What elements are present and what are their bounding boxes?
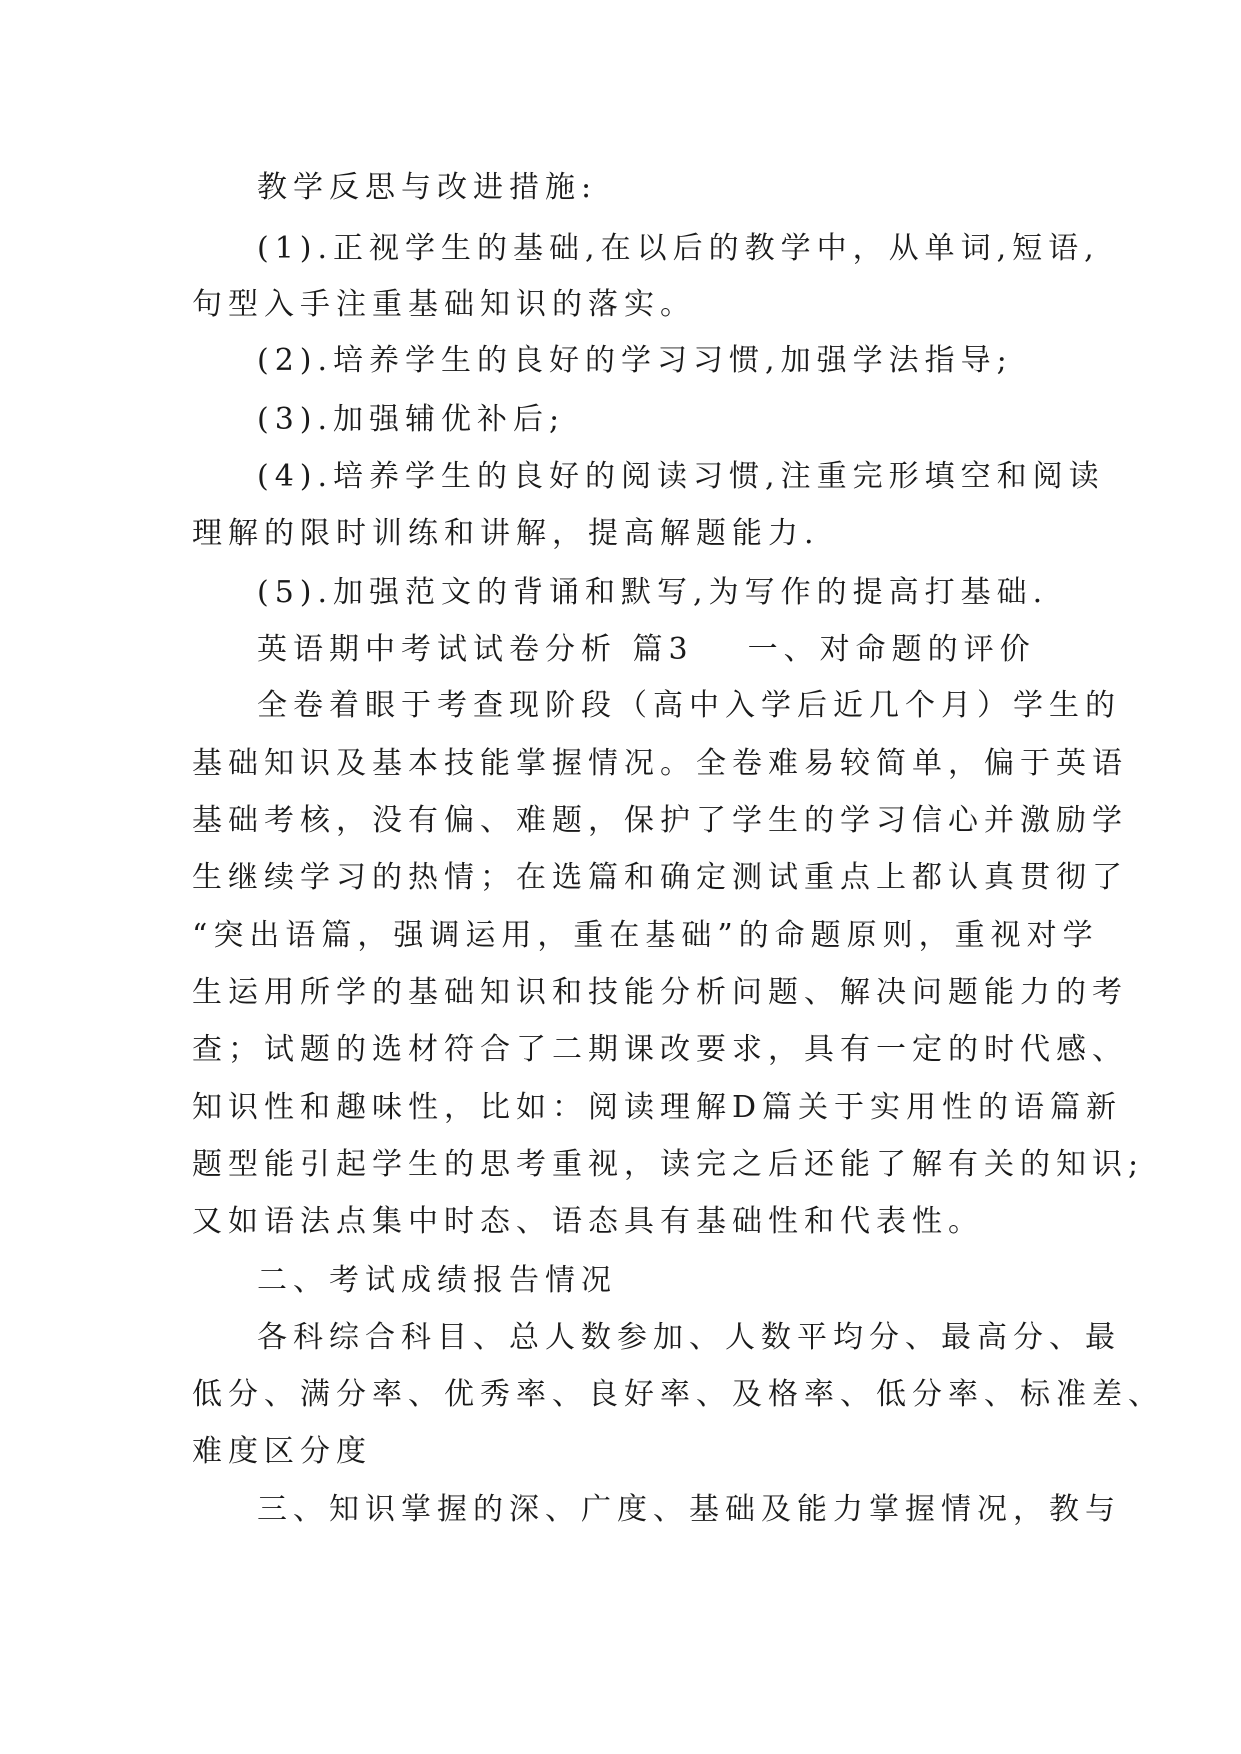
paragraph-line: “突出语篇，强调运用，重在基础”的命题原则，重视对学 [192, 918, 1099, 953]
paragraph-line: 查；试题的选材符合了二期课改要求，具有一定的时代感、 [192, 1032, 1128, 1067]
paragraph-line: 题型能引起学生的思考重视，读完之后还能了解有关的知识; [192, 1147, 1145, 1182]
paragraph-line: 基础考核，没有偏、难题，保护了学生的学习信心并激励学 [192, 803, 1128, 838]
paragraph-line: 各科综合科目、总人数参加、人数平均分、最高分、最 [257, 1320, 1121, 1355]
paragraph-line: (3).加强辅优补后; [257, 402, 566, 437]
section-title-line [257, 630, 1036, 670]
paragraph-line: 又如语法点集中时态、语态具有基础性和代表性。 [192, 1204, 984, 1239]
paragraph-line: 全卷着眼于考查现阶段（高中入学后近几个月）学生的 [257, 688, 1121, 723]
paragraph-line: 生运用所学的基础知识和技能分析问题、解决问题能力的考 [192, 975, 1128, 1010]
paragraph-line: (2).培养学生的良好的学习习惯,加强学法指导; [257, 343, 1013, 378]
paragraph-line: 句型入手注重基础知识的落实。 [192, 287, 696, 322]
paragraph-line: 基础知识及基本技能掌握情况。全卷难易较简单，偏于英语 [192, 746, 1128, 781]
paragraph-line: (5).加强范文的背诵和默写,为写作的提高打基础. [257, 575, 1049, 610]
paragraph-line: 生继续学习的热情；在选篇和确定测试重点上都认真贯彻了 [192, 860, 1128, 895]
section-title: 英语期中考试试卷分析 篇3 [257, 632, 694, 667]
paragraph-line: 知识性和趣味性，比如：阅读理解D篇关于实用性的语篇新 [192, 1090, 1123, 1125]
subsection-heading: 二、考试成绩报告情况 [257, 1263, 617, 1298]
reflection-heading: 教学反思与改进措施: [257, 170, 598, 205]
paragraph-line: 低分、满分率、优秀率、良好率、及格率、低分率、标准差、 [192, 1377, 1164, 1412]
paragraph-line: (4).培养学生的良好的阅读习惯,注重完形填空和阅读 [257, 459, 1105, 494]
subsection-heading: 三、知识掌握的深、广度、基础及能力掌握情况，教与 [257, 1492, 1121, 1527]
subsection-heading: 一、对命题的评价 [747, 632, 1036, 667]
paragraph-line: 理解的限时训练和讲解，提高解题能力. [192, 516, 820, 551]
paragraph-line: 难度区分度 [192, 1434, 372, 1469]
paragraph-line: (1).正视学生的基础,在以后的教学中，从单词,短语, [257, 231, 1100, 266]
